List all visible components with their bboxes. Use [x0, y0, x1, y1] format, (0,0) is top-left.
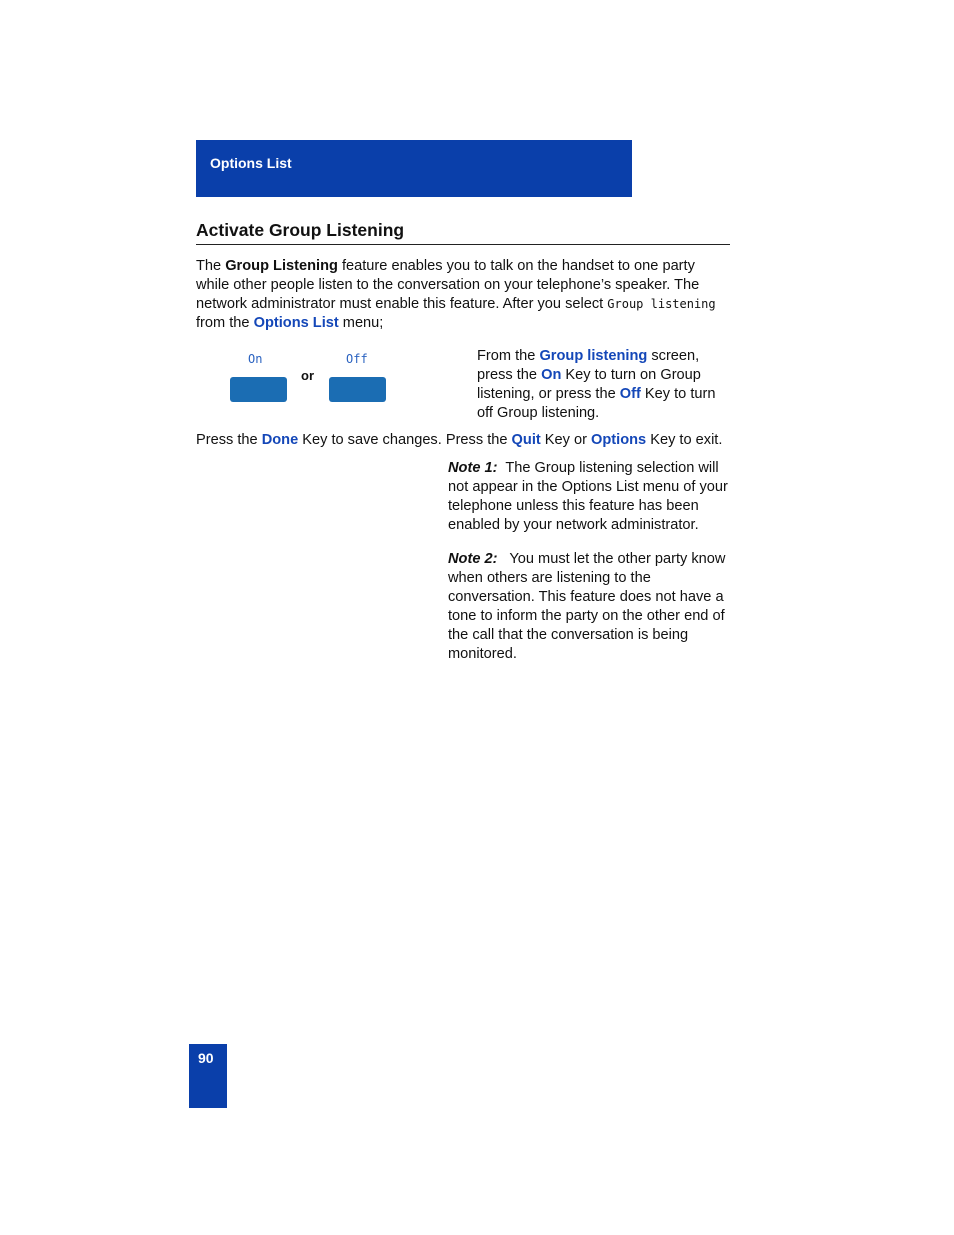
intro-paragraph: [196, 257, 730, 333]
note-1-text: The Group listening selection will not appear in the Options List menu of your telephone unless this feature has been enabled by your network administrator.: [448, 460, 732, 533]
note-2-text: You must let the other party know when others are listening to the conversation. This feature does not have a tone to inform the party on the other end of the call that the conversation is being monitored.: [448, 551, 730, 662]
on-softkey-button[interactable]: [230, 377, 287, 402]
note-2: [448, 550, 732, 664]
feature-name: Group Listening: [225, 258, 338, 274]
instruction-text-4: Key to turn off Group listening.: [477, 386, 716, 421]
note-1: [448, 459, 732, 535]
options-list-reference: Options List: [253, 315, 339, 331]
instruction-paragraph: [477, 347, 733, 423]
instruction-text-2: screen, press the: [477, 348, 700, 383]
intro-text-3: from the: [196, 315, 254, 331]
quit-key-reference: Quit: [511, 432, 541, 448]
done-key-reference: Done: [261, 432, 299, 448]
page-number-tab: [189, 1044, 227, 1108]
header-title: Options List: [210, 155, 292, 171]
on-key-reference: On: [541, 367, 562, 383]
press-text-3: Key or: [540, 432, 592, 448]
on-softkey-label: On: [248, 352, 263, 366]
press-text-4: Key to exit.: [646, 432, 723, 448]
instruction-text-1: From the: [477, 348, 540, 364]
off-softkey-label: Off: [346, 352, 368, 366]
off-softkey-button[interactable]: [329, 377, 386, 402]
press-keys-line: [196, 431, 736, 450]
or-label: or: [301, 368, 314, 383]
display-text-group-listening: Group listening: [607, 297, 716, 311]
press-text-2: Key to save changes. Press the: [298, 432, 512, 448]
intro-text-4: menu;: [338, 315, 384, 331]
page-number: 90: [198, 1050, 214, 1066]
options-key-reference: Options: [591, 432, 647, 448]
off-key-reference: Off: [619, 386, 641, 402]
note-2-label: Note 2:: [448, 551, 498, 567]
group-listening-screen-reference: Group listening: [539, 348, 648, 364]
press-text-1: Press the: [196, 432, 262, 448]
section-title: Activate Group Listening: [196, 220, 730, 245]
note-1-label: Note 1:: [448, 460, 498, 476]
header-band: [196, 140, 632, 197]
intro-text-2: feature enables you to talk on the handset to one party while other people listen to the conversation on your telephone’s speaker. The network administrator must enable this feature. After you select: [196, 258, 700, 312]
instruction-text-3: Key to turn on Group listening, or press the: [477, 367, 701, 402]
intro-text-1: The: [196, 258, 226, 274]
